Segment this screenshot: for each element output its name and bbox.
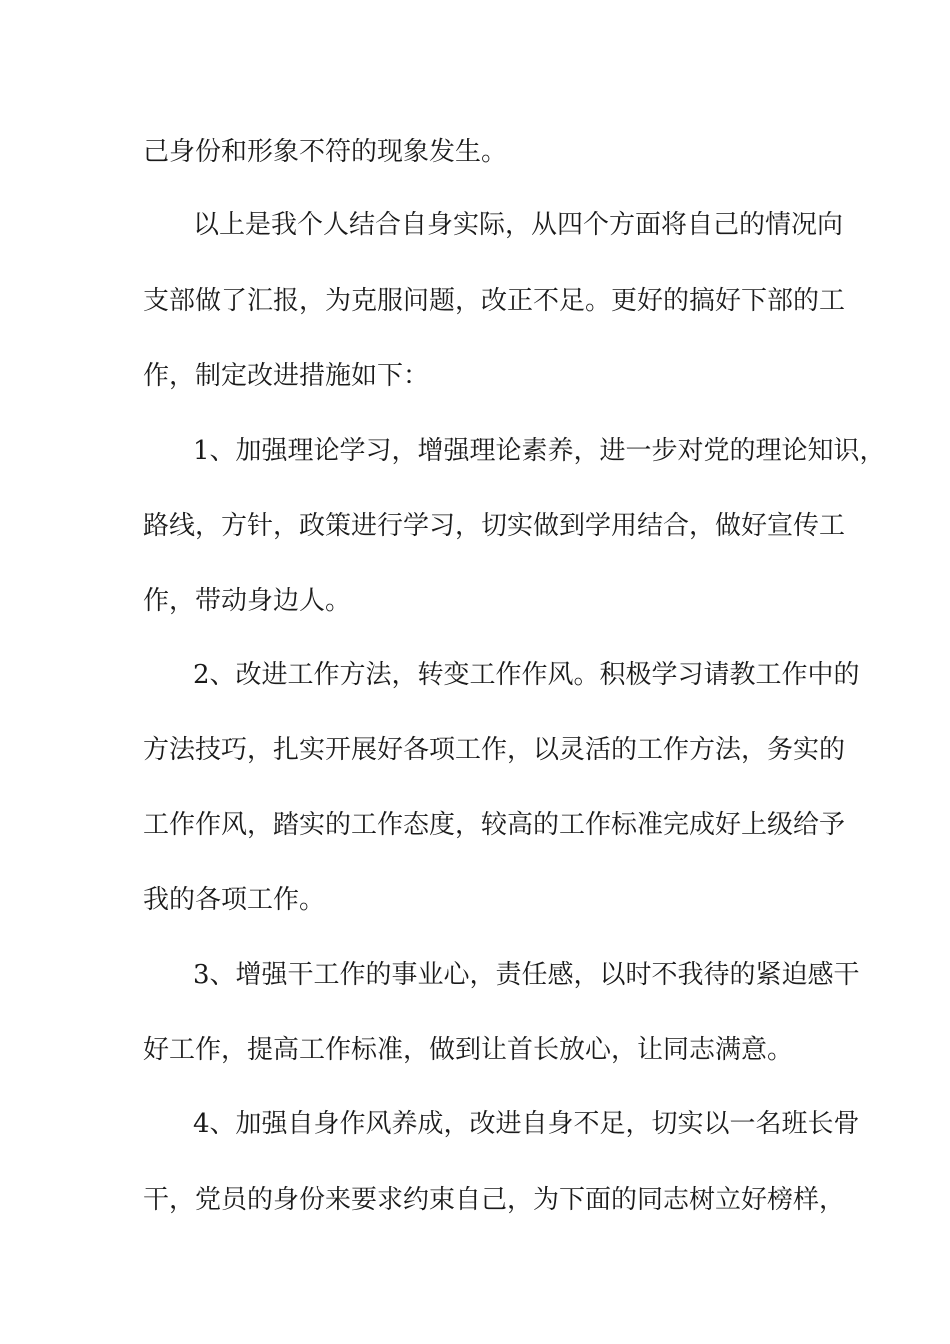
text-line: 路线，方针，政策进行学习，切实做到学用结合，做好宣传工: [143, 511, 846, 541]
text-line: 好工作，提高工作标准，做到让首长放心，让同志满意。: [143, 1035, 794, 1065]
text-line: 作，带动身边人。: [143, 586, 352, 616]
list-item-4: 4、加强自身作风养成，改进自身不足，切实以一名班长骨: [193, 1109, 860, 1139]
paragraph-first-line: 以上是我个人结合自身实际，从四个方面将自己的情况向: [193, 210, 844, 240]
text-line: 干，党员的身份来要求约束自己，为下面的同志树立好榜样，: [143, 1185, 846, 1215]
text-line: 己身份和形象不符的现象发生。: [143, 137, 508, 167]
text-line: 工作作风，踏实的工作态度，较高的工作标准完成好上级给予: [143, 810, 846, 840]
text-line: 支部做了汇报，为克服问题，改正不足。更好的搞好下部的工: [143, 286, 846, 316]
list-item-1: 1、加强理论学习，增强理论素养，进一步对党的理论知识，: [193, 436, 886, 466]
list-item-3: 3、增强干工作的事业心，责任感，以时不我待的紧迫感干: [193, 960, 860, 990]
list-item-2: 2、改进工作方法，转变工作作风。积极学习请教工作中的: [193, 660, 860, 690]
text-line: 方法技巧，扎实开展好各项工作，以灵活的工作方法，务实的: [143, 735, 846, 765]
text-line: 我的各项工作。: [143, 885, 326, 915]
text-line: 作，制定改进措施如下：: [143, 361, 430, 391]
